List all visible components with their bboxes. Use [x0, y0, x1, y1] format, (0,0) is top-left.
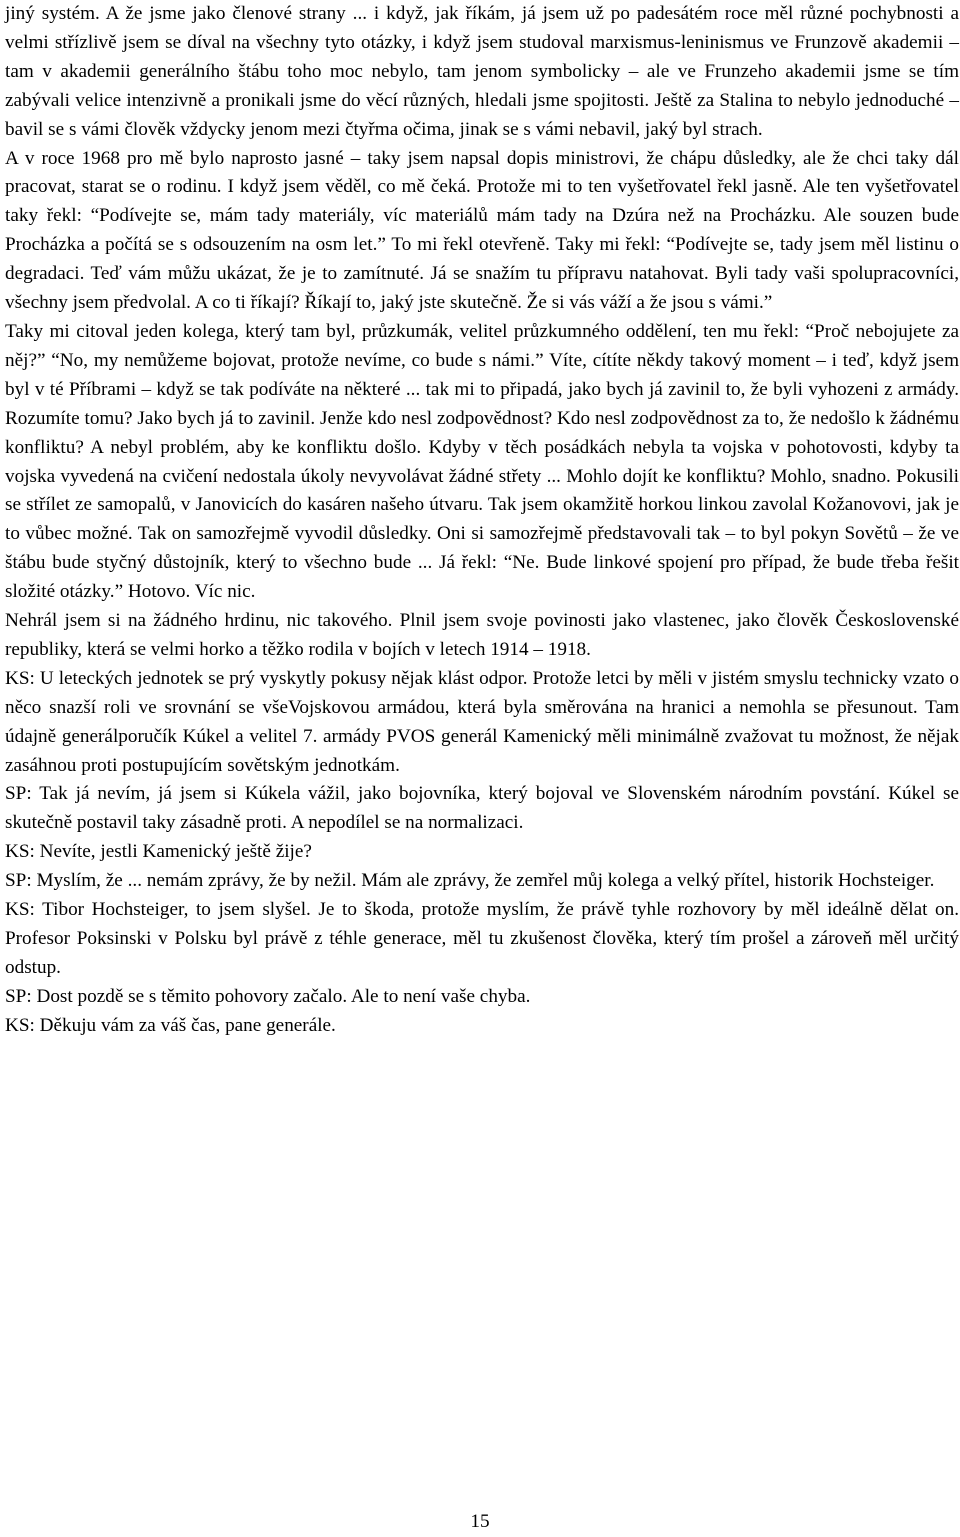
page-number: 15 [470, 1511, 490, 1532]
paragraph: Taky mi citoval jeden kolega, který tam byl, průzkumák, velitel průzkumného oddělení, ten mu řekl: “Proč nebojujete za něj?” “No, my nemůžeme bojovat, protože nevíme, co bude s námi.” Víte, cítíte někdy takový moment – i teď, když jsem byl v té Příbrami – když se tak podíváte na některé ... tak mi to připadá, jako bych já zavinil to, že byli vyhozeni z armády. Rozumíte tomu? Jako bych já to zavinil. Jenže kdo nesl zodpovědnost? Kdo nesl zodpovědnost za to, že nedošlo k žádnému konfliktu? A nebyl problém, aby ke konfliktu došlo. Kdyby v těch posádkách nebyla ta vojska v pohotovosti, kdyby ta vojska vyvedená na cvičení nedostala úkoly nevyvolávat žádné střety ... Mohlo dojít ke konfliktu? Mohlo, snadno. Pokusili se střílet ze samopalů, v Janovicích do kasáren našeho útvaru. Tak jsem okamžitě horkou linkou zavolal Kožanovovi, jak je to vůbec možné. Tak on samozřejmě vyvodil důsledky. Oni si samozřejmě představovali tak – to byl pokyn Sovětů – že ve štábu bude styčný důstojník, který to všechno bude ... Já řekl: “Ne. Bude linkové spojení pro případ, že bude třeba řešit složité otázky.” Hotovo. Víc nic. [5, 320, 959, 603]
paragraph: A v roce 1968 pro mě bylo naprosto jasné – taky jsem napsal dopis ministrovi, že chápu důsledky, ale že chci taky dál pracovat, starat se o rodinu. I když jsem věděl, co mě čeká. Protože mi to ten vyšetřovatel řekl jasně. Ale ten vyšetřovatel taky řekl: “Podívejte se, mám tady materiály, víc materiálů mám tady na Dzúra než na Procházku. Ale souzen bude Procházka a počítá se s odsouzením na osm let.” To mi řekl otevřeně. Taky mi řekl: “Podívejte se, tady jsem měl listinu o degradaci. Teď vám můžu ukázat, že je to zamítnuté. Já se snažím tu přípravu natahovat. Byli tady vaši spolupracovníci, všechny jsem předvolal. A co ti říkají? Říkají to, jaký jste skutečně. Že si vás váží a že jsou s vámi.” [5, 147, 959, 314]
paragraph: KS: U leteckých jednotek se prý vyskytly pokusy nějak klást odpor. Protože letci by měli v jistém smyslu technicky vzato o něco snazší roli ve srovnání se všeVojskovou armádou, která byla směrována na hranici a nemohla se přesunout. Tam údajně generálporučík Kúkel a velitel 7. armády PVOS generál Kamenický měli minimálně zvažovat tu možnost, že nějak zasáhnou proti postupujícím sovětským jednotkám. [5, 667, 959, 776]
paragraph: SP: Dost pozdě se s těmito pohovory začalo. Ale to není vaše chyba. [5, 985, 531, 1007]
paragraph: SP: Myslím, že ... nemám zprávy, že by nežil. Mám ale zprávy, že zemřel můj kolega a velký přítel, historik Hochsteiger. [5, 870, 935, 892]
paragraph: KS: Nevíte, jestli Kamenický ještě žije? [5, 841, 312, 863]
paragraph: KS: Děkuju vám za váš čas, pane generále. [5, 1014, 336, 1036]
paragraph: Nehrál jsem si na žádného hrdinu, nic takového. Plnil jsem svoje povinosti jako vlastenec, jako člověk Československé republiky, která se velmi horko a těžko rodila v bojích v letech 1914 – 1918. [5, 610, 959, 660]
paragraph: KS: Tibor Hochsteiger, to jsem slyšel. Je to škoda, protože myslím, že právě tyhle rozhovory by měl ideálně dělat on. Profesor Poksinski v Polsku byl právě z téhle generace, měl tu zkušenost člověka, který tím prošel a zároveň měl určitý odstup. [5, 899, 959, 978]
document-body [5, 0, 959, 1041]
paragraph: SP: Tak já nevím, já jsem si Kúkela vážil, jako bojovníka, který bojoval ve Slovenském národním povstání. Kúkel se skutečně postavil taky zásadně proti. A nepodílel se na normalizaci. [5, 783, 959, 834]
paragraph: jiný systém. A že jsme jako členové strany ... i když, jak říkám, já jsem už po padesátém roce měl různé pochybnosti a velmi střízlivě jsem se díval na všechny tyto otázky, i když jsem studoval marxismus-leninismus ve Frunzově akademii – tam v akademii generálního štábu toho moc nebylo, tam jenom symbolicky – ale ve Frunzeho akademii jsme se tím zabývali velice intenzivně a pronikali jsme do věcí různých, hledali jsme spojitosti. Ještě za Stalina to nebylo jednoduché – bavil se s vámi člověk vždycky jenom mezi čtyřma očima, jinak se s vámi nebavil, jaký byl strach. [5, 3, 959, 140]
